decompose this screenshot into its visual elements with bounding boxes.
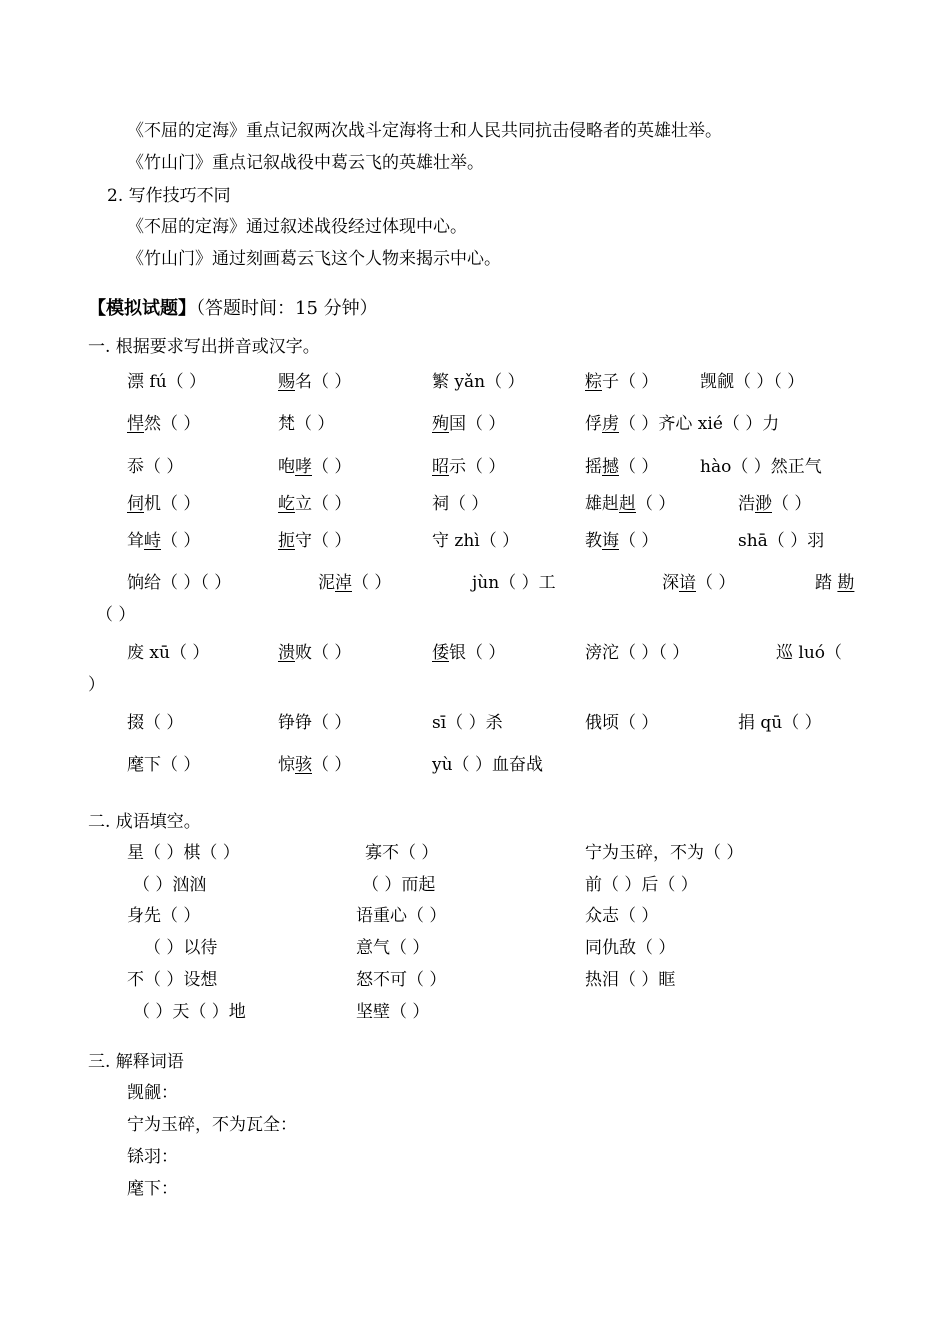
q1-item: 耸峙（ ）	[127, 531, 201, 551]
idiom-item: 语重心（ ）	[356, 906, 447, 926]
q1-item: 捐 qū（ ）	[738, 713, 822, 733]
idiom-item: 热泪（ ）眶	[585, 970, 676, 990]
heading-bold: 【模拟试题】	[88, 298, 196, 319]
idiom-item: 不（ ）设想	[127, 970, 218, 990]
q1-item: 铮铮（ ）	[278, 713, 352, 733]
idiom-item: 坚壁（ ）	[356, 1002, 430, 1022]
q1-item: 觊觎（ ）（ ）	[700, 372, 805, 392]
q2-title: 二. 成语填空。	[88, 812, 201, 832]
q1-item: 繁 yǎn（ ）	[432, 372, 525, 392]
q1-item: 粽子（ ）	[585, 372, 659, 392]
idiom-item: （ ）汹汹	[133, 875, 207, 895]
q1-item: 滂沱（ ）（ ）	[585, 643, 690, 663]
q1-item: 掇（ ）	[127, 713, 184, 733]
q1-item: 梵（ ）	[278, 414, 335, 434]
q1-item: 摇撼（ ）	[585, 457, 659, 477]
q1-item: 踏 勘	[815, 573, 855, 593]
idiom-item: 意气（ ）	[356, 938, 430, 958]
q1-item: 屹立（ ）	[278, 494, 352, 514]
idiom-item: 同仇敌（ ）	[585, 938, 676, 958]
q3-term: 宁为玉碎，不为瓦全：	[127, 1115, 297, 1135]
q1-item: 漂 fú（ ）	[127, 372, 207, 392]
q3-title: 三. 解释词语	[88, 1052, 184, 1072]
q1-item-wrap: （ ）	[96, 605, 136, 625]
q1-item: 赐名（ ）	[278, 372, 352, 392]
intro-line-4: 《竹山门》通过刻画葛云飞这个人物来揭示中心。	[127, 249, 501, 269]
q1-item: 伺机（ ）	[127, 494, 201, 514]
q1-item: 泥淖（ ）	[318, 573, 392, 593]
idiom-item: 众志（ ）	[585, 906, 659, 926]
heading-time: （答题时间：15 分钟）	[196, 298, 378, 319]
intro-line-3: 《不屈的定海》通过叙述战役经过体现中心。	[127, 217, 467, 237]
idiom-item: 前（ ）后（ ）	[585, 875, 698, 895]
idiom-item: （ ）以待	[144, 938, 218, 958]
idiom-item: 寡不（ ）	[365, 843, 439, 863]
q1-item: hào（ ）然正气	[700, 457, 822, 477]
q1-item: 悍然（ ）	[127, 414, 201, 434]
q1-item: 扼守（ ）	[278, 531, 352, 551]
q3-term: 觊觎：	[127, 1083, 178, 1103]
q1-item: 溃败（ ）	[278, 643, 352, 663]
idiom-item: 宁为玉碎，不为（ ）	[585, 843, 744, 863]
idiom-item: （ ）而起	[362, 875, 436, 895]
q1-item: 雄赳赳（ ）	[585, 494, 676, 514]
q1-item: 巡 luó（	[776, 643, 843, 663]
idiom-item: （ ）天（ ）地	[133, 1002, 246, 1022]
intro-point-2: 2. 写作技巧不同	[107, 186, 231, 206]
q1-item: yù（ ）血奋战	[432, 755, 543, 775]
intro-line-2: 《竹山门》重点记叙战役中葛云飞的英雄壮举。	[127, 153, 484, 173]
intro-line-1: 《不屈的定海》重点记叙两次战斗定海将士和人民共同抗击侵略者的英雄壮举。	[127, 121, 722, 141]
q1-item-wrap: ）	[88, 675, 105, 695]
q1-item: 深谙（ ）	[662, 573, 736, 593]
q1-item: 浩渺（ ）	[738, 494, 812, 514]
section-heading	[88, 298, 378, 320]
q1-item: 祠（ ）	[432, 494, 489, 514]
q1-title: 一. 根据要求写出拼音或汉字。	[88, 337, 320, 357]
q1-item: 昭示（ ）	[432, 457, 506, 477]
q1-item: jùn（ ）工	[472, 573, 556, 593]
q1-item: 麾下（ ）	[127, 755, 201, 775]
q3-term: 铩羽：	[127, 1147, 178, 1167]
q1-item: 废 xū（ ）	[127, 643, 210, 663]
idiom-item: 怒不可（ ）	[356, 970, 447, 990]
q1-item: 俄顷（ ）	[585, 713, 659, 733]
idiom-item: 星（ ）棋（ ）	[127, 843, 240, 863]
q1-item: 咆哮（ ）	[278, 457, 352, 477]
q1-item: shā（ ）羽	[738, 531, 825, 551]
q1-item: 教诲（ ）	[585, 531, 659, 551]
q1-item: 殉国（ ）	[432, 414, 506, 434]
q1-item: 倭银（ ）	[432, 643, 506, 663]
q1-item: 饷给（ ）（ ）	[127, 573, 232, 593]
q1-item: 俘虏（ ）齐心 xié（ ）力	[585, 414, 780, 434]
q1-item: 忝（ ）	[127, 457, 184, 477]
q1-item: sī（ ）杀	[432, 713, 503, 733]
q1-item: 惊骇（ ）	[278, 755, 352, 775]
q3-term: 麾下：	[127, 1179, 178, 1199]
q1-item: 守 zhì（ ）	[432, 531, 520, 551]
idiom-item: 身先（ ）	[127, 906, 201, 926]
